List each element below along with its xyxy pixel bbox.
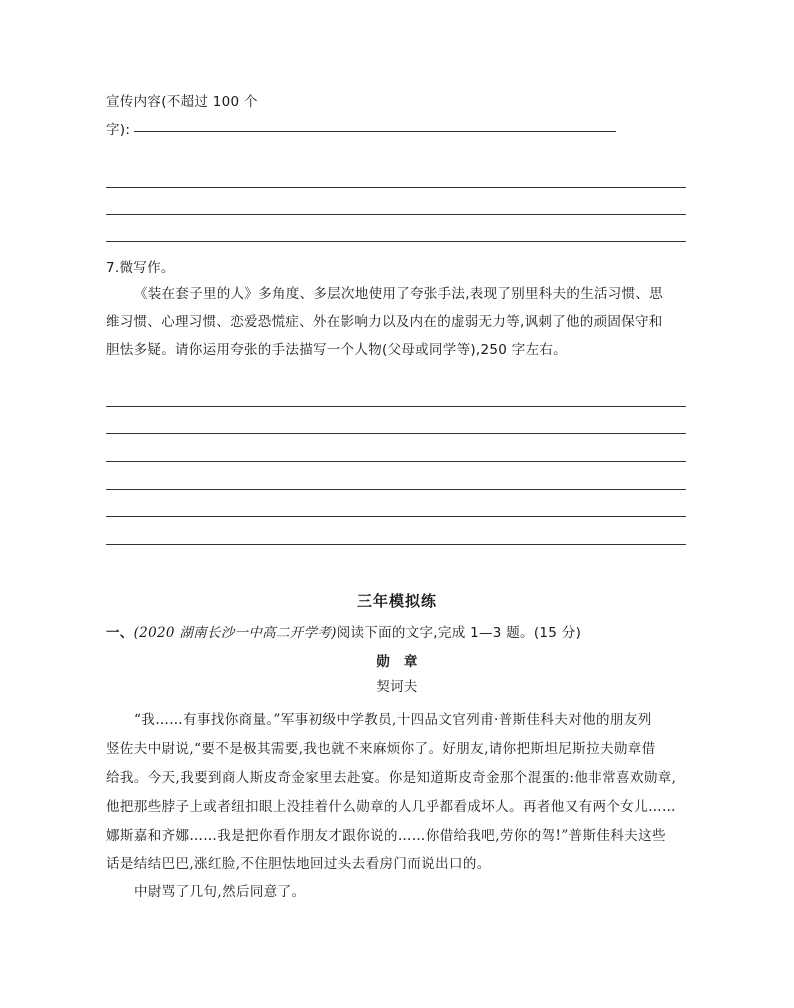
- answer-line-inline[interactable]: [134, 131, 616, 132]
- story-line: 娜斯嘉和齐娜……我是把你看作朋友才跟你说的……你借给我吧,劳你的驾!”普斯佳科夫这些: [106, 828, 666, 844]
- answer-line[interactable]: [106, 214, 686, 215]
- answer-line[interactable]: [106, 406, 686, 407]
- question-prefix: 一、: [106, 625, 134, 641]
- section-title: 三年模拟练: [356, 592, 437, 610]
- answer-line[interactable]: [106, 241, 686, 242]
- answer-line[interactable]: [106, 489, 686, 490]
- q6-prompt-line1: 宣传内容(不超过 100 个: [106, 94, 258, 110]
- story-line: 中尉骂了几句,然后同意了。: [134, 884, 306, 900]
- q6-prompt-line2-label: 字):: [106, 122, 131, 138]
- story-author: 契诃夫: [376, 679, 418, 695]
- story-line: 话是结结巴巴,涨红脸,不住胆怯地回过头去看房门而说出口的。: [106, 856, 491, 872]
- q7-paragraph-line: 胆怯多疑。请你运用夸张的手法描写一个人物(父母或同学等),250 字左右。: [106, 342, 567, 358]
- answer-line[interactable]: [106, 516, 686, 517]
- answer-line[interactable]: [106, 433, 686, 434]
- q7-paragraph-line: 维习惯、心理习惯、恋爱恐慌症、外在影响力以及内在的虚弱无力等,讽刺了他的顽固保守和: [106, 314, 663, 330]
- answer-line[interactable]: [106, 461, 686, 462]
- question-source: (2020 湖南长沙一中高二开学考): [133, 625, 337, 641]
- answer-line[interactable]: [106, 187, 686, 188]
- reading-question-header: [106, 621, 581, 641]
- story-line: “我……有事找你商量。”军事初级中学教员,十四品文官列甫·普斯佳科夫对他的朋友列: [134, 712, 652, 728]
- story-title: 勋 章: [376, 654, 418, 670]
- question-text: 阅读下面的文字,完成 1—3 题。(15 分): [336, 625, 582, 641]
- q7-paragraph-line: 《装在套子里的人》多角度、多层次地使用了夸张手法,表现了别里科夫的生活习惯、思: [134, 286, 663, 302]
- story-line: 竖佐夫中尉说,“要不是极其需要,我也就不来麻烦你了。好朋友,请你把斯坦尼斯拉夫勋章借: [106, 741, 656, 757]
- q7-number-title: 7.微写作。: [106, 260, 175, 276]
- story-line: 他把那些脖子上或者纽扣眼上没挂着什么勋章的人几乎都看成坏人。再者他又有两个女儿……: [106, 799, 676, 815]
- story-line: 给我。今天,我要到商人斯皮奇金家里去赴宴。你是知道斯皮奇金那个混蛋的:他非常喜欢勋章,: [106, 770, 677, 786]
- answer-line[interactable]: [106, 544, 686, 545]
